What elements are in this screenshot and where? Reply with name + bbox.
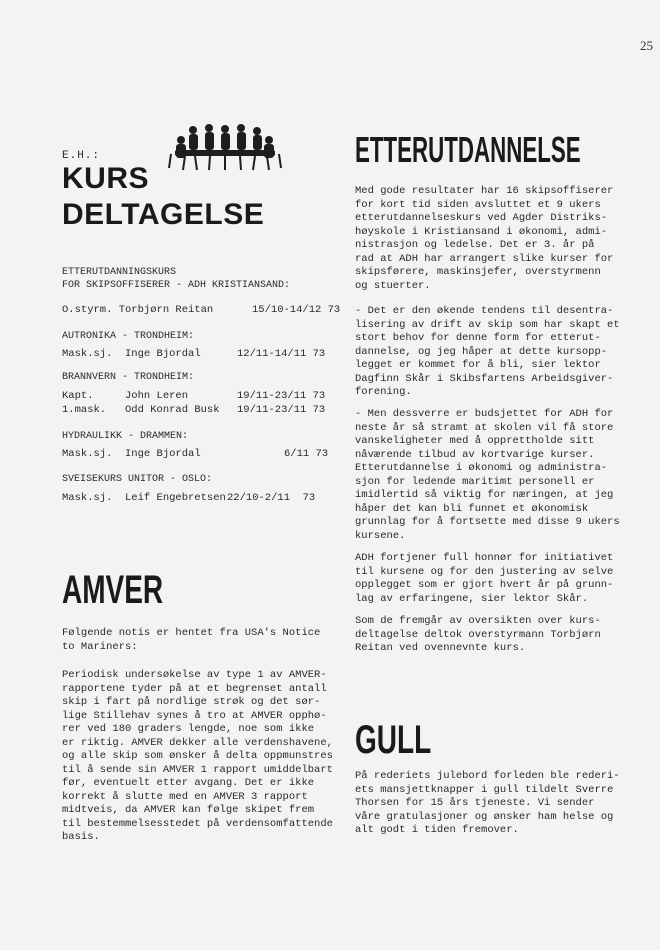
course-row xyxy=(62,347,326,361)
gull-title: GULL xyxy=(355,718,432,762)
course-section: SVEISEKURS UNITOR - OSLO: xyxy=(62,474,213,485)
etter-paragraph-3: - Men dessverre er budsjettet for ADH for neste år så stramt at skolen vil få store vanskeligheter med å opprettholde sitt nåværende tilbud av kortvarige kurser. Etterutdannelse i økonomi og administra- sjon for ledende maritimt personell er imidlertid så viktig for næringen, at jeg håper det kan bli funnet et økonomisk grunnlag for å fortsette med disse 9 ukers kursene. xyxy=(355,408,620,542)
participant: O.styrm. Torbjørn Reitan xyxy=(62,304,214,316)
course-row xyxy=(62,447,329,461)
deltagelse-title: DELTAGELSE xyxy=(62,198,265,231)
author-initials: E.H.: xyxy=(62,150,101,162)
participant: Mask.sj. Leif Engebretsen xyxy=(62,492,226,504)
course-section: BRANNVERN - TRONDHEIM: xyxy=(62,372,195,383)
course-row xyxy=(62,491,316,505)
course-row xyxy=(62,403,326,417)
participant: 1.mask. Odd Konrad Busk xyxy=(62,404,220,416)
participant: Mask.sj. Inge Bjordal xyxy=(62,348,201,360)
etter-paragraph-1: Med gode resultater har 16 skipsoffiserer for kort tid siden avsluttet et 9 ukers etterutdannelseskurs ved Agder Distriks- høyskole i Kristiansand i økonomi, admi- nistrasjon og ledelse. Det er 3. år på rad at ADH har arrangert slike kurser for skipsførere, maskinsjefer, overstyrmenn og stuerter. xyxy=(355,185,614,292)
course-row xyxy=(62,303,341,317)
course-row xyxy=(62,389,326,403)
participant: Mask.sj. Inge Bjordal xyxy=(62,448,201,460)
participant: Kapt. John Leren xyxy=(62,390,189,402)
course-date: 15/10-14/12 73 xyxy=(252,304,341,316)
course-intro: ETTERUTDANNINGSKURS FOR SKIPSOFFISERER - ADH KRISTIANSAND: xyxy=(62,267,291,291)
course-section: AUTRONIKA - TRONDHEIM: xyxy=(62,331,195,342)
page-number: 25 xyxy=(640,38,653,53)
etter-paragraph-2: - Det er den økende tendens til desentra- lisering av drift av skip som har skapt et stort behov for denne form for etterut- dannelse, og jeg håper at dette kursopp- legget er kommet for å bli, sier lektor Dagfinn Skår i Skibsfartens Arbeidsgiver- forening. xyxy=(355,305,620,398)
kurs-title: KURS xyxy=(62,162,150,195)
course-section: HYDRAULIKK - DRAMMEN: xyxy=(62,431,189,442)
amver-body: Periodisk undersøkelse av type 1 av AMVER- rapportene tyder på at et begrenset antall skip i fart på nordlige strøk og det sør- lige Stillehav synes å tro at AMVER opphø- rer ved 180 graders lengde, noe som ikke er riktig. AMVER dekker alle verdenshavene, og alle skip som ønsker å delta oppmunstres til å sende sin AMVER 1 rapport umiddelbart før, eventuelt etter avgang. Det er ikke korrekt å slutte med en AMVER 3 rapport midtveis, da AMVER kan følge skipet frem til bestemmelsesstedet på verdensomfattende basis. xyxy=(62,669,333,843)
course-date: 12/11-14/11 73 xyxy=(237,348,326,360)
course-date: 22/10-2/11 73 xyxy=(227,492,316,504)
amver-intro: Følgende notis er hentet fra USA's Notice to Mariners: xyxy=(62,627,321,653)
etter-paragraph-4: ADH fortjener full honnør for initiativet til kursene og for den justering av selve opplegget som er gjort hvert år på grunn- lag av erfaringene, sier lektor Skår. xyxy=(355,552,614,605)
course-date: 6/11 73 xyxy=(284,448,329,460)
amver-title: AMVER xyxy=(62,568,164,612)
course-date: 19/11-23/11 73 xyxy=(237,390,326,402)
etter-paragraph-5: Som de fremgår av oversikten over kurs- deltagelse deltok overstyrmann Torbjørn Reitan ved ovennevnte kurs. xyxy=(355,615,601,654)
course-date: 19/11-23/11 73 xyxy=(237,404,326,416)
gull-body: På rederiets julebord forleden ble rederi- ets mansjettknapper i gull tildelt Sverre Thorsen for 15 års tjeneste. Vi sender våre gratulasjoner og ønsker ham helse og alt godt i tiden fremover. xyxy=(355,770,620,836)
etterutdannelse-title: ETTERUTDANNELSE xyxy=(355,129,581,170)
meeting-illustration xyxy=(165,120,285,172)
